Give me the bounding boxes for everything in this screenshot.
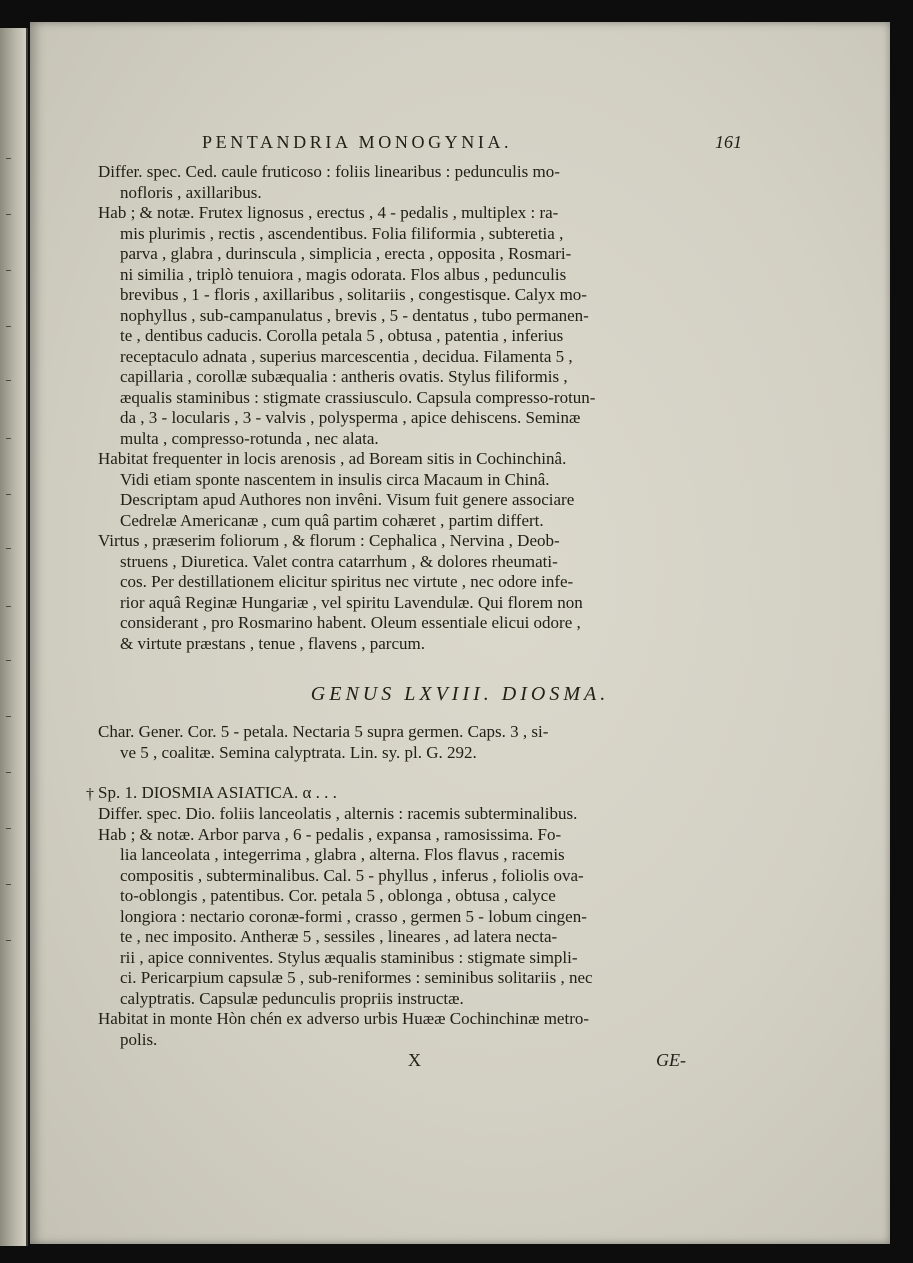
text-line: to-oblongis , patentibus. Cor. petala 5 , oblonga , obtusa , calyce (120, 886, 556, 905)
text-line: capillaria , corollæ subæqualia : antheris ovatis. Stylus filiformis , (120, 367, 568, 386)
paragraph-habitat-diosma (98, 1009, 708, 1050)
text-line: mis plurimis , rectis , ascendentibus. Folia filiformia , subteretia , (120, 223, 564, 243)
text-line: nophyllus , sub-campanulatus , brevis , 5 - dentatus , tubo permanen- (120, 305, 589, 325)
paragraph-character (98, 722, 708, 763)
page-text (30, 22, 890, 1244)
text-line: considerant , pro Rosmarino habent. Oleum essentiale elicui odore , (120, 613, 581, 632)
page-number: 161 (715, 132, 742, 152)
text-line: æqualis staminibus : stigmate crassiusculo. Capsula compresso-rotun- (120, 387, 596, 407)
species-heading-block (98, 783, 708, 804)
paragraph-virtus (98, 531, 708, 654)
text-line: rii , apice conniventes. Stylus æqualis staminibus : stigmate simpli- (120, 947, 578, 967)
text-line: polis. (120, 1029, 158, 1049)
text-line: ve 5 , coalitæ. Semina calyptrata. Lin. sy. pl. G. 292. (120, 742, 477, 762)
text-line: & virtute præstans , tenue , flavens , parcum. (120, 633, 425, 653)
text-line: Virtus , præserim foliorum , & florum : Cephalica , Nervina , Deob- (98, 531, 560, 550)
text-line: parva , glabra , durinscula , simplicia , erecta , opposita , Rosmari- (120, 244, 572, 263)
text-line: Vidi etiam sponte nascentem in insulis circa Macaum in Chinâ. (120, 469, 550, 489)
paragraph-habitus (98, 203, 708, 449)
text-line: multa , compresso-rotunda , nec alata. (120, 428, 379, 448)
text-line: rior aquâ Reginæ Hungariæ , vel spiritu Lavendulæ. Qui florem non (120, 592, 583, 612)
text-line: Descriptam apud Authores non invêni. Visum fuit genere associare (120, 490, 575, 509)
text-line: da , 3 - locularis , 3 - valvis , polysperma , apice dehiscens. Seminæ (120, 408, 581, 427)
text-line: Hab ; & notæ. Arbor parva , 6 - pedalis , expansa , ramosissima. Fo- (98, 824, 562, 844)
text-line: brevibus , 1 - floris , axillaribus , solitariis , congestisque. Calyx mo- (120, 285, 587, 304)
book-page (30, 22, 890, 1244)
signature-mark: X (408, 1050, 421, 1070)
text-line: Habitat in monte Hòn chén ex adverso urbis Huææ Cochinchinæ metro- (98, 1009, 590, 1028)
text-line: calyptratis. Capsulæ pedunculis propriis instructæ. (120, 988, 464, 1008)
paragraph-habitat (98, 449, 708, 531)
text-line: longiora : nectario coronæ-formi , crasso , germen 5 - lobum cingen- (120, 906, 587, 926)
text-line: cos. Per destillationem elicitur spiritus nec virtute , nec odore infe- (120, 572, 574, 591)
text-line: te , dentibus caducis. Corolla petala 5 , obtusa , patentia , inferius (120, 326, 564, 345)
facing-page-edge (0, 28, 28, 1246)
dagger-mark: † (86, 786, 94, 803)
text-line: nofloris , axillaribus. (120, 182, 262, 202)
text-line: Char. Gener. Cor. 5 - petala. Nectaria 5 supra germen. Caps. 3 , si- (98, 722, 549, 741)
text-line: Differ. spec. Ced. caule fruticoso : foliis linearibus : pedunculis mo- (98, 162, 560, 181)
text-line: compositis , subterminalibus. Cal. 5 - phyllus , inferus , foliolis ova- (120, 865, 584, 885)
text-line: Differ. spec. Dio. foliis lanceolatis , alternis : racemis subterminalibus. (98, 804, 578, 823)
running-title: PENTANDRIA MONOGYNIA. (202, 132, 513, 152)
text-line: ni similia , triplò tenuiora , magis odorata. Flos albus , pedunculis (120, 264, 567, 284)
genus-heading: GENUS LXVIII. DIOSMA. (310, 683, 610, 705)
text-line: Hab ; & notæ. Frutex lignosus , erectus , 4 - pedalis , multiplex : ra- (98, 203, 559, 222)
text-line: te , nec imposito. Antheræ 5 , sessiles , lineares , ad latera necta- (120, 927, 558, 946)
text-line: Habitat frequenter in locis arenosis , ad Boream sitis in Cochinchinâ. (98, 449, 567, 468)
text-line: receptaculo adnata , superius marcescentia , decidua. Filamenta 5 , (120, 346, 573, 366)
text-line: struens , Diuretica. Valet contra catarrhum , & dolores rheumati- (120, 551, 558, 571)
species-heading: Sp. 1. DIOSMIA ASIATICA. α . . . (98, 783, 337, 802)
text-line: ci. Pericarpium capsulæ 5 , sub-reniformes : seminibus solitariis , nec (120, 968, 593, 987)
catchword: GE- (656, 1050, 686, 1070)
paragraph-differ (98, 162, 708, 203)
text-line: Cedrelæ Americanæ , cum quâ partim cohæret , partim differt. (120, 510, 544, 530)
text-line: lia lanceolata , integerrima , glabra , alterna. Flos flavus , racemis (120, 845, 565, 864)
paragraph-differ-diosma (98, 804, 708, 1009)
